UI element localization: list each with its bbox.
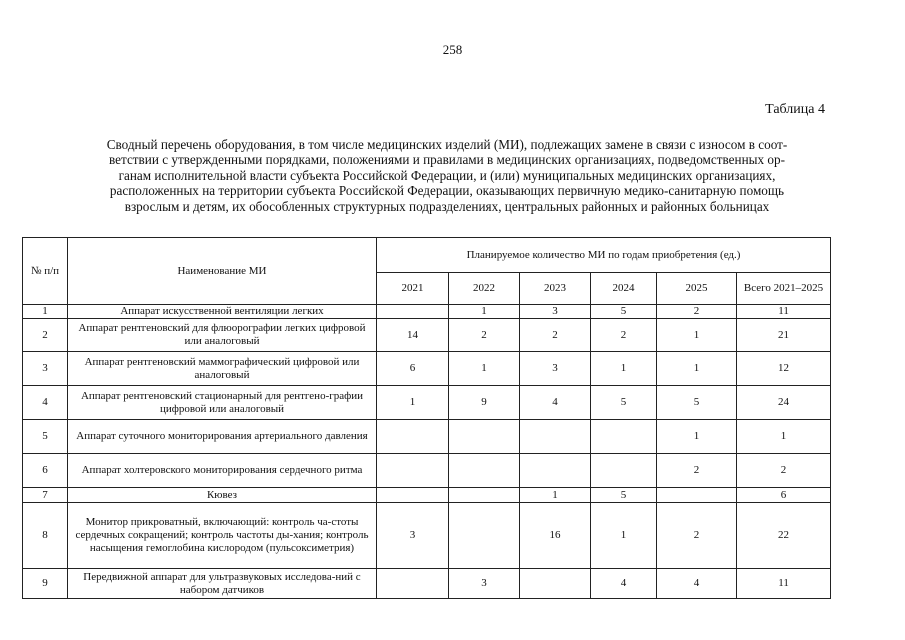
row-value	[591, 454, 657, 488]
row-value: 1	[377, 386, 449, 420]
row-total: 21	[737, 319, 831, 352]
row-value: 9	[449, 386, 520, 420]
row-num: 2	[23, 319, 68, 352]
header-year: 2023	[520, 273, 591, 305]
row-value: 1	[449, 305, 520, 319]
row-total: 1	[737, 420, 831, 454]
header-year: 2022	[449, 273, 520, 305]
row-value	[449, 503, 520, 569]
row-value: 1	[657, 319, 737, 352]
table-row	[23, 305, 831, 319]
row-value	[449, 488, 520, 503]
row-name: Аппарат рентгеновский для флюорографии легких цифровой или аналоговый	[68, 319, 377, 352]
row-value	[377, 420, 449, 454]
document-title	[62, 137, 832, 214]
table-row	[23, 503, 831, 569]
row-value: 16	[520, 503, 591, 569]
row-num: 1	[23, 305, 68, 319]
equipment-table	[22, 237, 831, 599]
row-total: 2	[737, 454, 831, 488]
row-value: 1	[591, 352, 657, 386]
row-value	[520, 569, 591, 599]
table-row	[23, 569, 831, 599]
table-row	[23, 454, 831, 488]
row-name: Аппарат суточного мониторирования артериального давления	[68, 420, 377, 454]
title-line: расположенных на территории субъекта Российской Федерации, оказывающих первичную медико-санитарную помощь	[109, 183, 785, 199]
row-value	[377, 569, 449, 599]
row-value: 1	[449, 352, 520, 386]
row-value: 3	[377, 503, 449, 569]
row-value	[449, 454, 520, 488]
title-line: ганам исполнительной власти субъекта Российской Федерации, и (или) муниципальных медицинских организациях,	[118, 167, 776, 183]
header-row	[23, 238, 831, 273]
row-value: 3	[520, 352, 591, 386]
row-value: 1	[657, 420, 737, 454]
row-value: 1	[591, 503, 657, 569]
row-total: 12	[737, 352, 831, 386]
row-value: 2	[657, 503, 737, 569]
row-value	[591, 420, 657, 454]
row-value: 3	[520, 305, 591, 319]
row-num: 9	[23, 569, 68, 599]
row-value: 14	[377, 319, 449, 352]
header-year: 2021	[377, 273, 449, 305]
row-value	[520, 420, 591, 454]
row-value: 1	[657, 352, 737, 386]
row-total: 11	[737, 569, 831, 599]
row-num: 6	[23, 454, 68, 488]
row-value: 5	[591, 305, 657, 319]
title-line: Сводный перечень оборудования, в том числе медицинских изделий (МИ), подлежащих замене в связи с износом в соот-	[106, 137, 788, 152]
row-num: 5	[23, 420, 68, 454]
table-row	[23, 352, 831, 386]
row-value: 5	[591, 386, 657, 420]
row-name: Аппарат искусственной вентиляции легких	[68, 305, 377, 319]
row-value: 4	[520, 386, 591, 420]
row-num: 8	[23, 503, 68, 569]
row-value: 2	[520, 319, 591, 352]
header-total: Всего 2021–2025	[737, 273, 831, 305]
row-name: Кювез	[68, 488, 377, 503]
row-value: 5	[657, 386, 737, 420]
row-value: 6	[377, 352, 449, 386]
header-num: № п/п	[23, 238, 68, 305]
header-name: Наименование МИ	[68, 238, 377, 305]
header-year: 2025	[657, 273, 737, 305]
row-value: 5	[591, 488, 657, 503]
table-row	[23, 319, 831, 352]
header-years-group: Планируемое количество МИ по годам приобретения (ед.)	[377, 238, 831, 273]
table-label: Таблица 4	[765, 102, 825, 117]
table-row	[23, 488, 831, 503]
table-row	[23, 386, 831, 420]
row-value: 2	[657, 454, 737, 488]
row-name: Аппарат рентгеновский маммографический цифровой или аналоговый	[68, 352, 377, 386]
row-total: 22	[737, 503, 831, 569]
row-value	[377, 305, 449, 319]
row-num: 3	[23, 352, 68, 386]
header-year: 2024	[591, 273, 657, 305]
row-value	[520, 454, 591, 488]
row-name: Передвижной аппарат для ультразвуковых исследова-ний с набором датчиков	[68, 569, 377, 599]
row-value: 1	[520, 488, 591, 503]
row-value	[377, 454, 449, 488]
title-line: взрослым и детям, их обособленных структурных подразделениях, центральных районных и районных больницах	[124, 198, 770, 214]
page-number: 258	[442, 42, 463, 57]
row-value	[449, 420, 520, 454]
row-value: 2	[449, 319, 520, 352]
table-row	[23, 420, 831, 454]
row-value: 2	[657, 305, 737, 319]
row-value: 4	[591, 569, 657, 599]
row-num: 7	[23, 488, 68, 503]
row-value: 3	[449, 569, 520, 599]
row-name: Монитор прикроватный, включающий: контроль ча-стоты сердечных сокращений; контроль частоты ды-хания; контроль насыщения гемоглобина кислородом (пульсоксиметрия)	[68, 503, 377, 569]
row-value: 2	[591, 319, 657, 352]
row-name: Аппарат рентгеновский стационарный для рентгено-графии цифровой или аналоговый	[68, 386, 377, 420]
row-value	[657, 488, 737, 503]
row-num: 4	[23, 386, 68, 420]
title-line: ветствии с утвержденными порядками, положениями и правилами в медицинских организациях, подведомственных ор-	[109, 152, 785, 168]
row-total: 11	[737, 305, 831, 319]
row-total: 6	[737, 488, 831, 503]
row-total: 24	[737, 386, 831, 420]
row-value	[377, 488, 449, 503]
row-name: Аппарат холтеровского мониторирования сердечного ритма	[68, 454, 377, 488]
row-value: 4	[657, 569, 737, 599]
